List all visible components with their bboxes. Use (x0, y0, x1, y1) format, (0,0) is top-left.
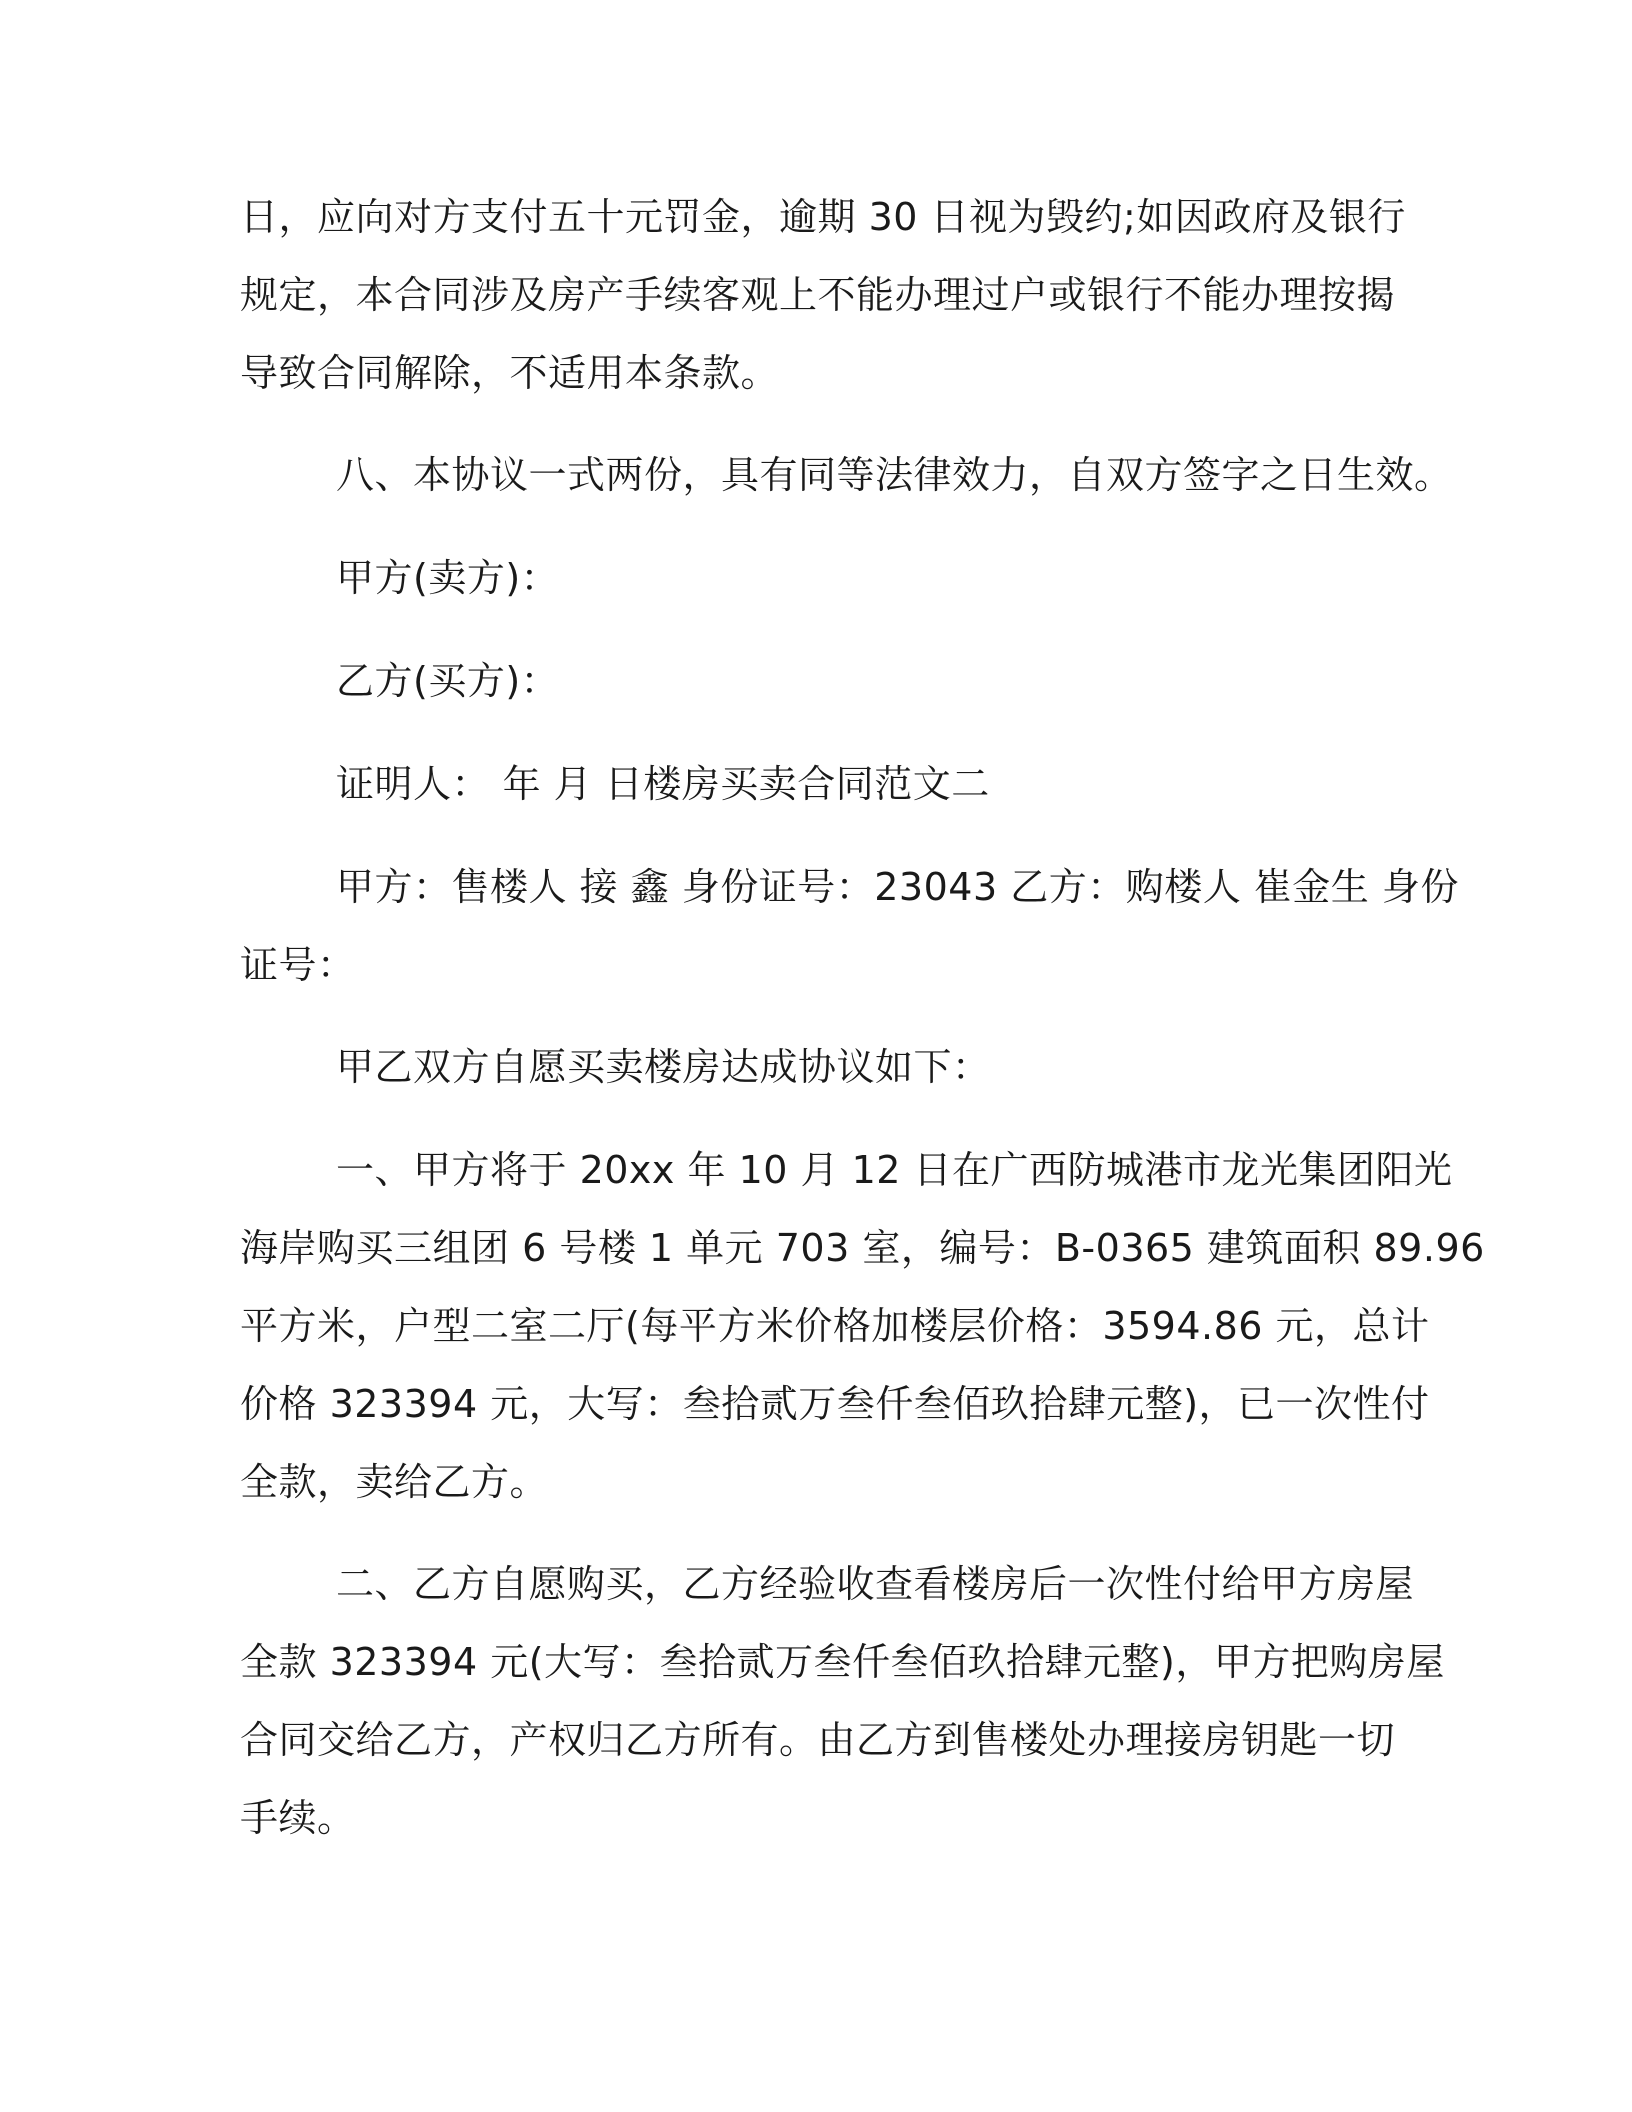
clause-2-line-3: 合同交给乙方，产权归乙方所有。由乙方到售楼处办理接房钥匙一切 (240, 1718, 1396, 1762)
clause-1-line-2: 海岸购买三组团 6 号楼 1 单元 703 室，编号：B-0365 建筑面积 89.96 (240, 1226, 1485, 1270)
clause-1-line-1: 一、甲方将于 20xx 年 10 月 12 日在广西防城港市龙光集团阳光 (336, 1148, 1453, 1192)
clause-8: 八、本协议一式两份，具有同等法律效力，自双方签字之日生效。 (336, 453, 1453, 497)
clause-1-line-3: 平方米，户型二室二厅(每平方米价格加楼层价格：3594.86 元，总计 (240, 1304, 1430, 1348)
clause-7-continuation-line-1: 日，应向对方支付五十元罚金，逾期 30 日视为毁约;如因政府及银行 (240, 195, 1406, 239)
clause-1-line-4: 价格 323394 元，大写：叁拾贰万叁仟叁佰玖拾肆元整)，已一次性付 (240, 1382, 1430, 1426)
clause-2-line-1: 二、乙方自愿购买，乙方经验收查看楼房后一次性付给甲方房屋 (336, 1562, 1415, 1606)
party-b-buyer-label: 乙方(买方)： (336, 659, 560, 703)
agreement-intro: 甲乙双方自愿买卖楼房达成协议如下： (336, 1045, 991, 1089)
clause-7-continuation-line-2: 规定，本合同涉及房产手续客观上不能办理过户或银行不能办理按揭 (240, 273, 1396, 317)
clause-2-line-2: 全款 323394 元(大写：叁拾贰万叁仟叁佰玖拾肆元整)，甲方把购房屋 (240, 1640, 1445, 1684)
clause-2-line-4: 手续。 (240, 1796, 356, 1840)
parties-line-2: 证号： (240, 943, 356, 987)
clause-7-continuation-line-3: 导致合同解除，不适用本条款。 (240, 351, 780, 395)
parties-line-1: 甲方：售楼人 接 鑫 身份证号：23043 乙方：购楼人 崔金生 身份 (336, 865, 1459, 909)
party-a-seller-label: 甲方(卖方)： (336, 556, 560, 600)
clause-1-line-5: 全款，卖给乙方。 (240, 1460, 549, 1504)
witness-and-heading-line: 证明人： 年 月 日楼房买卖合同范文二 (336, 762, 990, 806)
